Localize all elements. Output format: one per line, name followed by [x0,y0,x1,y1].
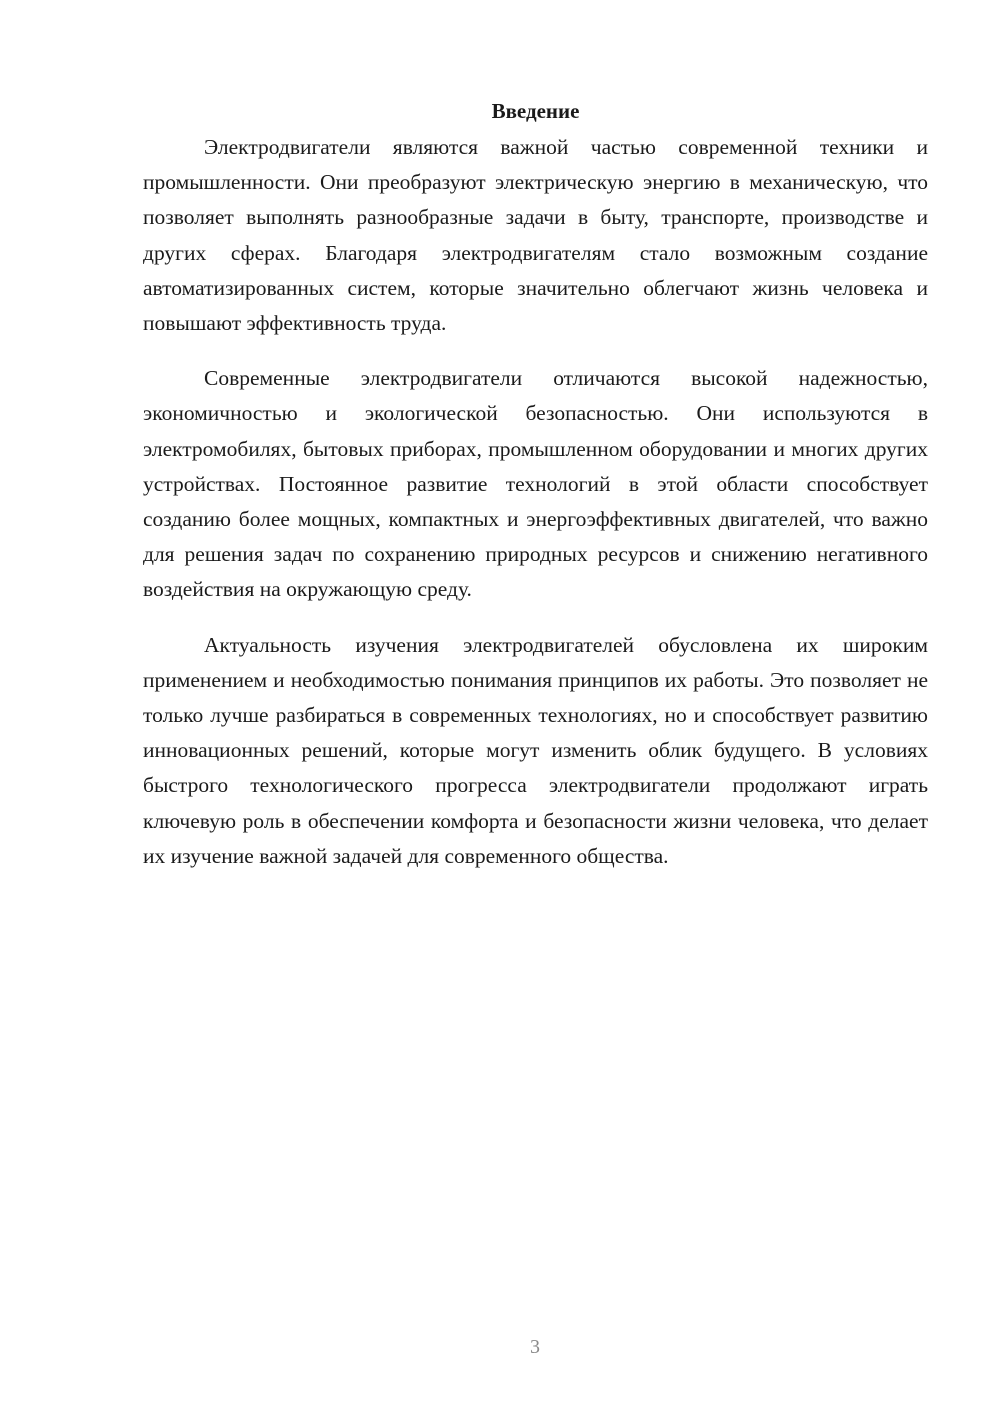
page-content [143,92,928,894]
paragraph-modern-motors: Современные электродвигатели отличаются высокой надежностью, экономичностью и экологической безопасностью. Они используются в электромобилях, бытовых приборах, промышленном оборудовании и многих других устройствах. Постоянное развитие технологий в этой области способствует созданию более мощных, компактных и энергоэффективных двигателей, что важно для решения задач по сохранению природных ресурсов и снижению негативного воздействия на окружающую среду. [143,366,928,602]
paragraph-relevance: Актуальность изучения электродвигателей обусловлена их широким применением и необходимостью понимания принципов их работы. Это позволяет не только лучше разбираться в современных технологиях, но и способствует развитию инновационных решений, которые могут изменить облик будущего. В условиях быстрого технологического прогресса электродвигатели продолжают играть ключевую роль в обеспечении комфорта и безопасности жизни человека, что делает их изучение важной задачей для современного общества. [143,632,928,868]
section-title: Введение [491,99,580,123]
page-number: 3 [530,1336,540,1358]
paragraph-intro: Электродвигатели являются важной частью современной техники и промышленности. Они преобразуют электрическую энергию в механическую, что позволяет выполнять разнообразные задачи в быту, транспорте, производстве и других сферах. Благодаря электродвигателям стало возможным создание автоматизированных систем, которые значительно облегчают жизнь человека и повышают эффективность труда. [143,135,928,336]
